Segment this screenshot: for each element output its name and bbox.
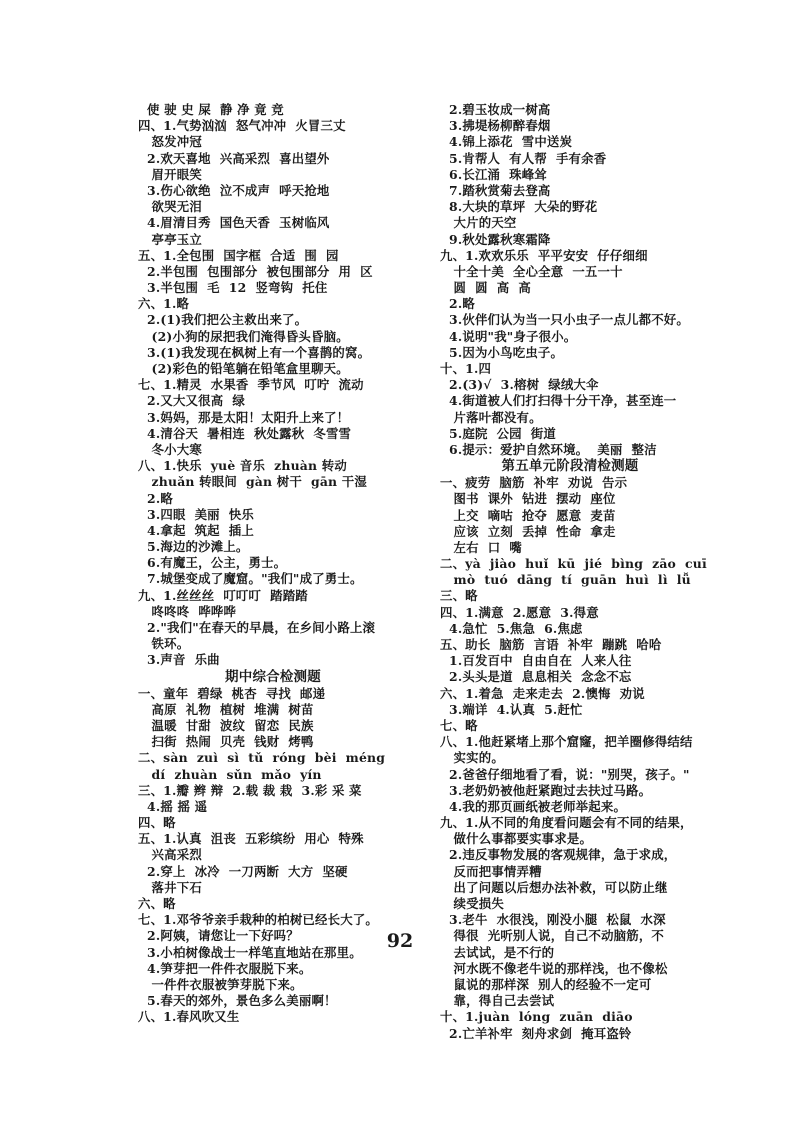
answer-line: 3.端详 4.认真 5.赶忙 — [440, 701, 583, 717]
answer-line: 亭亭玉立 — [138, 231, 202, 247]
answer-line: 四、1.满意 2.愿意 3.得意 — [440, 604, 599, 620]
answer-line: 高原 礼物 植树 堆满 树苗 — [138, 701, 314, 717]
answer-line: 十、1.四 — [440, 361, 492, 376]
answer-line: 六、1.着急 走来走去 2.懊悔 劝说 — [440, 685, 645, 701]
answer-line: 扫街 热闹 贝壳 钱财 烤鸭 — [138, 734, 314, 750]
answer-line: 3.伙伴们认为当一只小虫子一点儿都不好。 — [440, 312, 689, 328]
answer-line: 5.海边的沙滩上。 — [138, 539, 249, 555]
answer-line: 2.爸爸仔细地看了看，说："别哭，孩子。" — [440, 766, 690, 782]
answer-line: 欲哭无泪 — [138, 199, 202, 215]
answer-line: mò tuó dāng tí guān huì lì lǚ — [440, 572, 691, 588]
answer-line: 四、略 — [138, 815, 176, 831]
answer-line: 大片的天空 — [440, 215, 517, 231]
answer-line: 鼠说的那样深 别人的经验不一定可 — [440, 976, 652, 992]
answer-line: 2.半包围 包围部分 被包围部分 用 区 — [138, 263, 373, 279]
answer-line: 上交 嘀咕 抢夺 愿意 麦苗 — [440, 507, 616, 523]
answer-line: 2.略 — [138, 490, 173, 506]
answer-line: 2.阿姨，请您让一下好吗？ — [138, 928, 299, 944]
left-column — [138, 102, 408, 1026]
answer-line: 三、略 — [440, 588, 478, 604]
answer-line: 2.略 — [440, 296, 475, 312]
answer-line: 温暖 甘甜 波纹 留恋 民族 — [138, 717, 314, 733]
answer-line: 九、1.丝丝丝 叮叮叮 踏踏踏 — [138, 587, 308, 603]
answer-line: 靠，得自己去尝试 — [440, 993, 555, 1009]
answer-line: 怒发冲冠 — [138, 134, 202, 150]
answer-line: 2.碧玉妆成一树高 — [440, 102, 551, 117]
answer-line: 八、1.他赶紧堵上那个窟窿，把羊圈修得结结 — [440, 734, 693, 750]
answer-line: 2.违反事物发展的客观规律，急于求成， — [440, 847, 677, 863]
answer-line: 二、yà jiào huǐ kū jié bìng zāo cuī — [440, 556, 707, 572]
answer-line: 一、疲劳 脑筋 补牢 劝说 告示 — [440, 475, 628, 491]
answer-line: 2.又大又很高 绿 — [138, 393, 245, 409]
answer-line: 九、1.从不同的角度看问题会有不同的结果， — [440, 815, 693, 831]
answer-line: 图书 课外 钻进 摆动 座位 — [440, 491, 616, 507]
answer-line: 六、略 — [138, 896, 176, 911]
answer-line: 3.妈妈，那是太阳！太阳升上来了！ — [138, 409, 350, 425]
answer-line: 2.头头是道 息息相关 念念不忘 — [440, 669, 632, 685]
answer-line: 反而把事情弄糟 — [440, 863, 542, 879]
answer-line: 五、助长 脑筋 言语 补牢 蹦跳 哈哈 — [440, 637, 662, 652]
page-number: 92 — [386, 930, 414, 952]
answer-line: 续受损失 — [440, 896, 504, 911]
section-heading: 第五单元阶段清检测题 — [501, 458, 639, 475]
answer-line: (2)小狗的尿把我们淹得昏头昏脑。 — [138, 328, 349, 344]
answer-line: 5.因为小鸟吃虫子。 — [440, 344, 564, 360]
answer-line: 四、1.气势汹汹 怒气冲冲 火冒三丈 — [138, 118, 346, 134]
answer-line: 4.眉清目秀 国色天香 玉树临风 — [138, 215, 330, 231]
answer-line: 应该 立刻 丢掉 性命 拿走 — [440, 523, 616, 539]
answer-line: 8.大块的草坪 大朵的野花 — [440, 199, 598, 215]
answer-line: 六、1.略 — [138, 296, 190, 312]
answer-line: 5.肯帮人 有人帮 手有余香 — [440, 150, 607, 166]
answer-line: 7.踏秋赏菊去登高 — [440, 182, 551, 198]
answer-line: 9.秋处露秋寒霜降 — [440, 231, 551, 247]
answer-line: 3.伤心欲绝 泣不成声 呼天抢地 — [138, 182, 330, 198]
answer-line: 6.提示：爱护自然环境。 美丽 整洁 — [440, 441, 657, 457]
answer-line: 圆 圆 高 高 — [440, 280, 531, 296]
answer-line: 6.长江涌 珠峰耸 — [440, 166, 547, 182]
answer-line: 4.清谷天 暑相连 秋处露秋 冬雪雪 — [138, 425, 352, 441]
answer-line: dí zhuàn sǔn mǎo yín — [138, 766, 322, 782]
answer-line: 咚咚咚 哗哗哗 — [138, 603, 237, 619]
answer-line: 河水既不像老牛说的那样浅，也不像松 — [440, 960, 668, 976]
answer-line: 4.急忙 5.焦急 6.焦虑 — [440, 620, 583, 636]
answer-line: 八、1.快乐 yuè 音乐 zhuàn 转动 — [138, 458, 347, 474]
answer-line: 2.亡羊补牢 刻舟求剑 掩耳盗铃 — [440, 1025, 632, 1041]
answer-line: 十全十美 全心全意 一五一十 — [440, 263, 623, 279]
answer-line: 3.老奶奶被他赶紧跑过去扶过马路。 — [440, 782, 652, 798]
answer-line: 得很 光听别人说，自己不动脑筋，不 — [440, 928, 665, 944]
answer-line: 4.锦上添花 雪中送炭 — [440, 134, 573, 150]
answer-line: 九、1.欢欢乐乐 平平安安 仔仔细细 — [440, 247, 648, 263]
answer-line: 七、1.精灵 水果香 季节风 叮咛 流动 — [138, 377, 364, 393]
answer-line: 眉开眼笑 — [138, 166, 202, 182]
answer-line: 实实的。 — [440, 750, 504, 766]
answer-line: 4.拿起 筑起 插上 — [138, 522, 254, 538]
answer-line: 2.欢天喜地 兴高采烈 喜出望外 — [138, 150, 330, 166]
answer-line: 去试试，是不行的 — [440, 944, 555, 960]
answer-line: 片落叶都没有。 — [440, 409, 542, 425]
answer-line: 一、童年 碧绿 桃杏 寻找 邮递 — [138, 685, 326, 701]
answer-line: 左右 口 嘴 — [440, 539, 522, 555]
answer-line: 3.老牛 水很浅，刚没小腿 松鼠 水深 — [440, 912, 666, 928]
answer-line: 铁环。 — [138, 636, 190, 652]
answer-line: 三、1.瓣 辫 辩 2.载 裁 栽 3.彩 采 菜 — [138, 782, 362, 798]
answer-line: 十、1.juàn lóng zuān diāo — [440, 1009, 633, 1025]
answer-line: 2.(1)我们把公主救出来了。 — [138, 312, 308, 328]
answer-line: 4.笋芽把一件件衣服脱下来。 — [138, 960, 312, 976]
answer-line: 2.穿上 冰冷 一刀两断 大方 坚硬 — [138, 863, 348, 879]
answer-line: 4.摇 摇 遥 — [138, 798, 208, 814]
answer-line: 4.街道被人们打扫得十分干净，甚至连一 — [440, 393, 677, 409]
answer-line: 使 驶 史 屎 静 净 竟 竞 — [138, 102, 284, 117]
answer-line: 做什么事都要实事求是。 — [440, 831, 593, 847]
answer-line: 3.半包围 毛 12 竖弯钩 托住 — [138, 280, 328, 296]
answer-line: 兴高采烈 — [138, 847, 202, 863]
answer-line: 6.有魔王，公主，勇士。 — [138, 555, 287, 571]
answer-line: 七、略 — [440, 717, 478, 733]
answer-line: zhuǎn 转眼间 gàn 树干 gān 干湿 — [138, 474, 367, 490]
answer-line: 落井下石 — [138, 879, 202, 895]
answer-line: 4.我的那页画纸被老师举起来。 — [440, 798, 627, 814]
answer-line: 五、1.认真 沮丧 五彩缤纷 用心 特殊 — [138, 831, 364, 847]
right-column — [440, 102, 707, 1042]
answer-line: 3.拂堤杨柳醉春烟 — [440, 118, 551, 134]
answer-line: 3.(1)我发现在枫树上有一个喜鹊的窝。 — [138, 344, 371, 360]
answer-line: 七、1.邓爷爷亲手栽种的柏树已经长大了。 — [138, 912, 378, 928]
answer-line: 1.百发百中 自由自在 人来人往 — [440, 653, 632, 669]
answer-line: 2."我们"在春天的早晨，在乡间小路上滚 — [138, 620, 376, 635]
answer-line: 7.城堡变成了魔窟。"我们"成了勇士。 — [138, 571, 363, 587]
answer-line: 5.春天的郊外，景色多么美丽啊！ — [138, 993, 337, 1009]
answer-line: 二、sàn zuì sì tǔ róng bèi méng — [138, 750, 386, 766]
answer-line: 出了问题以后想办法补救，可以防止继 — [440, 879, 668, 895]
answer-line: 五、1.全包围 国字框 合适 围 园 — [138, 247, 339, 263]
answer-line: (2)彩色的铅笔躺在铅笔盒里聊天。 — [138, 361, 349, 376]
answer-line: 5.庭院 公园 街道 — [440, 425, 556, 441]
answer-line: 3.小柏树像战士一样笔直地站在那里。 — [138, 944, 362, 960]
section-heading: 期中综合检测题 — [225, 668, 321, 685]
answer-line: 4.说明"我"身子很小。 — [440, 328, 577, 344]
answer-line: 2.(3)√ 3.榕树 绿绒大伞 — [440, 377, 599, 393]
answer-line: 八、1.春风吹又生 — [138, 1009, 240, 1025]
answer-line: 一件件衣服被笋芽脱下来。 — [138, 976, 303, 992]
answer-line: 3.声音 乐曲 — [138, 652, 220, 668]
answer-line: 冬小大寒 — [138, 441, 202, 457]
answer-line: 3.四眼 美丽 快乐 — [138, 506, 254, 522]
